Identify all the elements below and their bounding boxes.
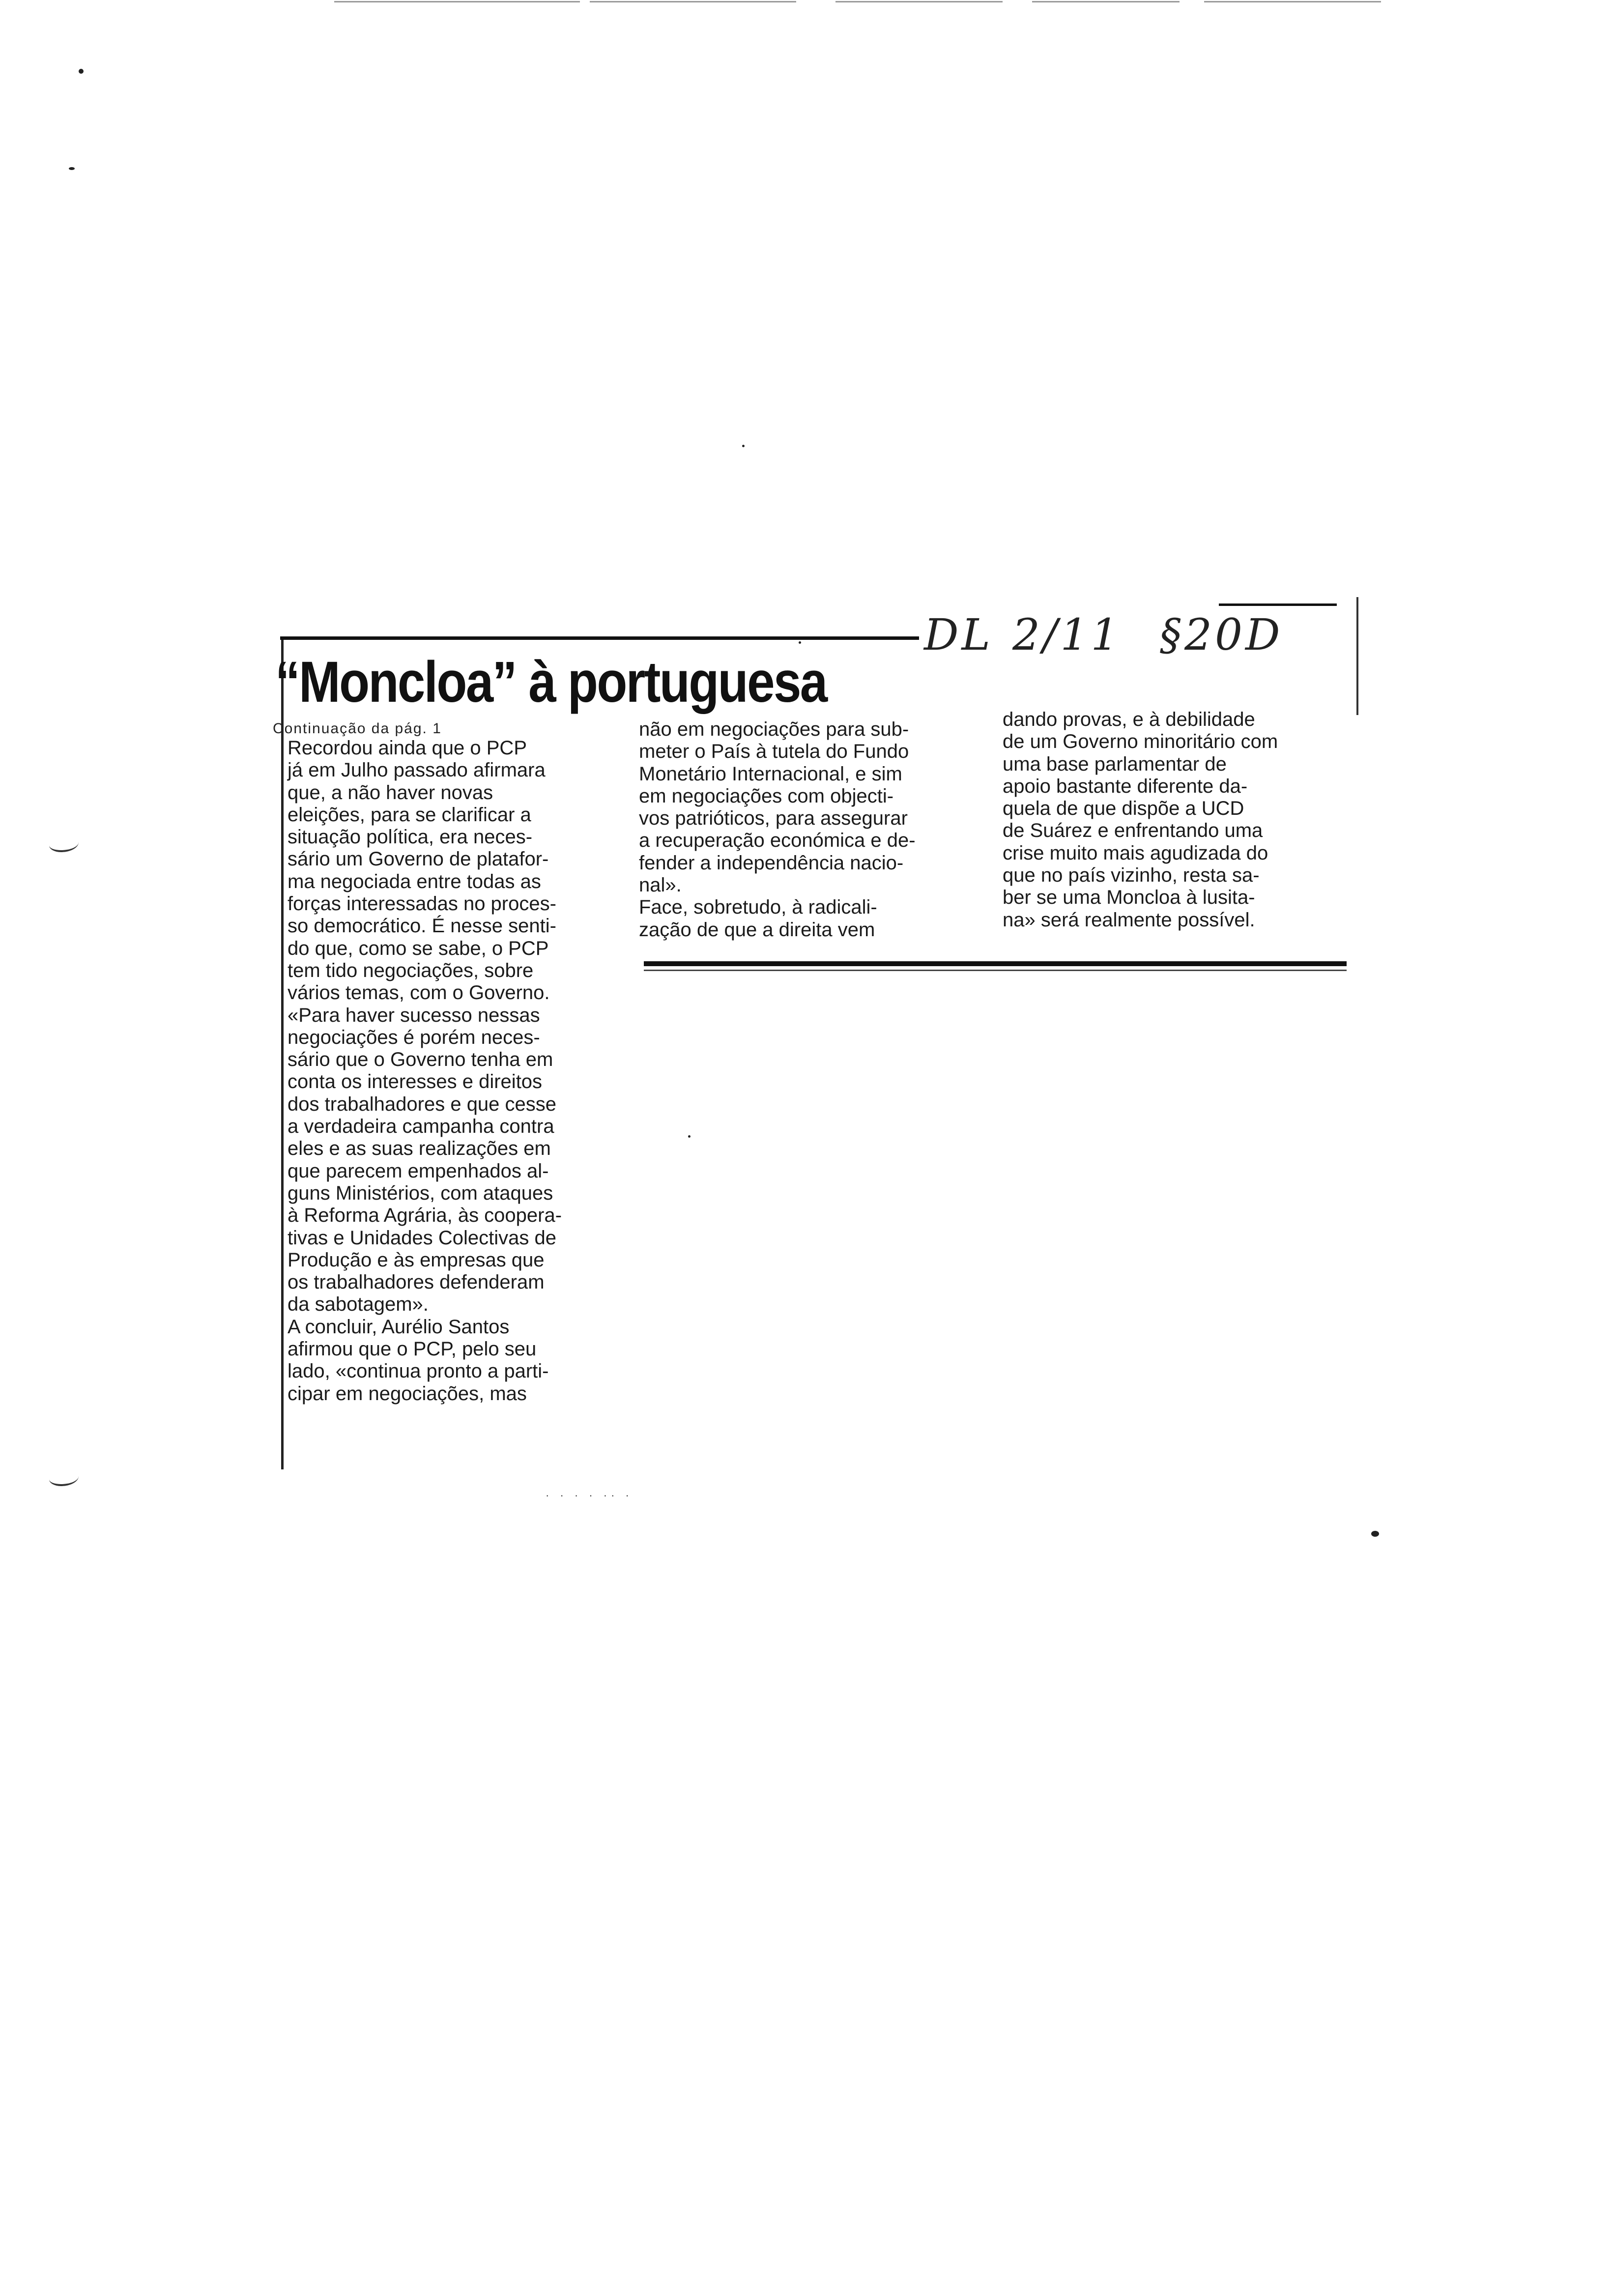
scan-footer-marks: · · · · ·· · bbox=[546, 1489, 633, 1501]
article-line: de Suárez e enfrentando uma bbox=[1003, 820, 1263, 842]
scan-edge-line bbox=[334, 1, 580, 2]
article-line: que no país vizinho, resta sa- bbox=[1003, 864, 1260, 887]
article-line: nal». bbox=[639, 874, 682, 896]
article-line: apoio bastante diferente da- bbox=[1003, 775, 1248, 797]
article-column-3 bbox=[1003, 709, 1347, 931]
scan-edge-line bbox=[1032, 1, 1180, 2]
article-line: so democrático. É nesse senti- bbox=[288, 915, 556, 937]
article-headline: “Moncloa” à portuguesa bbox=[275, 650, 827, 715]
article-line: ber se uma Moncloa à lusita- bbox=[1003, 887, 1255, 909]
article-line: a verdadeira campanha contra bbox=[288, 1116, 554, 1138]
article-line: negociações é porém neces- bbox=[288, 1026, 540, 1048]
scan-speck bbox=[742, 445, 745, 447]
article-line: à Reforma Agrária, às coopera- bbox=[288, 1205, 562, 1227]
article-line: situação política, era neces- bbox=[288, 826, 533, 848]
scan-speck bbox=[688, 1135, 691, 1138]
article-line: eles e as suas realizações em bbox=[288, 1138, 551, 1160]
article-line: tivas e Unidades Colectivas de bbox=[288, 1227, 556, 1249]
article-line: ma negociada entre todas as bbox=[288, 870, 541, 892]
article-line: em negociações com objecti- bbox=[639, 785, 894, 807]
scan-speck bbox=[69, 167, 75, 170]
article-line: cipar em negociações, mas bbox=[288, 1382, 527, 1405]
article-line: que, a não haver novas bbox=[288, 781, 493, 804]
article-line: afirmou que o PCP, pelo seu bbox=[288, 1338, 537, 1360]
scan-speck bbox=[1371, 1531, 1379, 1537]
top-right-rule bbox=[1219, 603, 1337, 606]
article-line: tem tido negociações, sobre bbox=[288, 959, 534, 981]
article-line: Recordou ainda que o PCP bbox=[288, 737, 527, 759]
article-column-1 bbox=[288, 737, 632, 1405]
article-line: do que, como se sabe, o PCP bbox=[288, 937, 549, 959]
article-line: Produção e às empresas que bbox=[288, 1249, 545, 1271]
article-line: lado, «continua pronto a parti- bbox=[288, 1360, 549, 1382]
article-line: os trabalhadores defenderam bbox=[288, 1271, 545, 1293]
article-line: Monetário Internacional, e sim bbox=[639, 763, 902, 785]
article-line: a recuperação económica e de- bbox=[639, 830, 916, 852]
article-line: meter o País à tutela do Fundo bbox=[639, 741, 909, 763]
article-line: já em Julho passado afirmara bbox=[288, 759, 546, 781]
article-end-rule bbox=[644, 961, 1347, 966]
scan-edge-line bbox=[590, 1, 796, 2]
scan-edge-line bbox=[1204, 1, 1381, 2]
article-line: não em negociações para sub- bbox=[639, 718, 909, 740]
article-line: de um Governo minoritário com bbox=[1003, 731, 1278, 753]
article-end-rule-thin bbox=[644, 970, 1347, 971]
clipping-right-border bbox=[1356, 597, 1358, 715]
scan-speck bbox=[799, 641, 801, 644]
article-line: dando provas, e à debilidade bbox=[1003, 709, 1255, 730]
scan-edge-mark bbox=[49, 835, 79, 852]
article-line: que parecem empenhados al- bbox=[288, 1160, 549, 1182]
handwritten-note: DL bbox=[924, 609, 993, 660]
article-line: «Para haver sucesso nessas bbox=[288, 1004, 540, 1026]
clipping-left-border bbox=[281, 639, 284, 1469]
article-line: Face, sobretudo, à radicali- bbox=[639, 896, 877, 918]
scan-speck bbox=[79, 69, 84, 74]
article-line: sário um Governo de platafor- bbox=[288, 848, 549, 870]
article-line: crise muito mais agudizada do bbox=[1003, 842, 1268, 864]
article-line: vos patrióticos, para assegurar bbox=[639, 807, 908, 830]
article-line: dos trabalhadores e que cesse bbox=[288, 1093, 557, 1115]
article-line: vários temas, com o Governo. bbox=[288, 982, 550, 1004]
scan-edge-line bbox=[835, 1, 1003, 2]
article-line: uma base parlamentar de bbox=[1003, 753, 1227, 775]
scan-edge-mark bbox=[49, 1469, 79, 1486]
article-line: guns Ministérios, com ataques bbox=[288, 1182, 553, 1204]
article-line: quela de que dispõe a UCD bbox=[1003, 798, 1244, 820]
article-line: A concluir, Aurélio Santos bbox=[288, 1316, 510, 1338]
article-line: eleições, para se clarificar a bbox=[288, 804, 531, 826]
article-line: na» será realmente possível. bbox=[1003, 909, 1255, 931]
continuation-note: Continuação da pág. 1 bbox=[273, 720, 442, 737]
article-line: conta os interesses e direitos bbox=[288, 1071, 543, 1093]
handwritten-note: 2/11 bbox=[1012, 609, 1122, 660]
article-line: sário que o Governo tenha em bbox=[288, 1049, 553, 1071]
article-line: forças interessadas no proces- bbox=[288, 893, 556, 915]
headline-top-rule bbox=[280, 636, 919, 640]
article-line: zação de que a direita vem bbox=[639, 918, 875, 941]
article-line: da sabotagem». bbox=[288, 1293, 429, 1316]
handwritten-note: §20D bbox=[1160, 609, 1283, 660]
article-column-2 bbox=[639, 718, 983, 941]
article-line: fender a independência nacio- bbox=[639, 852, 904, 874]
